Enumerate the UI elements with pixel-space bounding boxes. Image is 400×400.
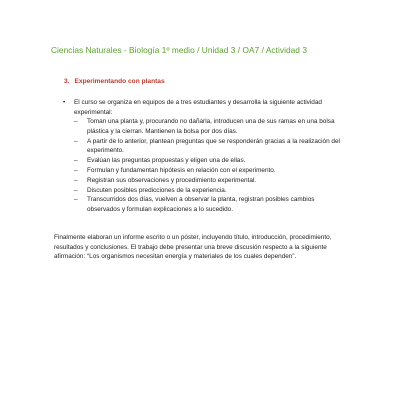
dash-marker: –: [74, 166, 78, 174]
dash-marker: –: [74, 137, 78, 145]
step-text: Transcurridos dos días, vuelven a observar la planta, registran posibles cambios observados y formulan explicaciones a lo sucedido.: [87, 196, 315, 214]
bullet-marker: •: [63, 99, 66, 106]
section-title-text: Experimentando con plantas: [74, 78, 165, 85]
dash-marker: –: [74, 196, 78, 204]
steps-list: [74, 117, 347, 215]
list-item: [74, 176, 347, 186]
step-text: Discuten posibles predicciones de la experiencia.: [87, 186, 227, 194]
dash-marker: –: [74, 118, 78, 125]
dash-marker: –: [74, 176, 78, 184]
step-text: A partir de lo anterior, plantean preguntas que se responderán gracias a la realización del experimento.: [87, 137, 340, 155]
step-text: Toman una planta y, procurando no dañarla, introducen una de sus ramas en una bolsa plástica y la cierran. Mantienen la bolsa por dos días.: [87, 118, 335, 135]
step-text: Formulan y fundamentan hipótesis en relación con el experimento.: [87, 166, 276, 174]
list-item: [74, 186, 347, 196]
list-item: [74, 166, 347, 176]
intro-text: El curso se organiza en equipos de a tres estudiantes y desarrolla la siguiente actividad experimental:: [74, 99, 322, 116]
step-text: Registran sus observaciones y procedimiento experimental.: [87, 176, 257, 184]
closing-paragraph: Finalmente elaboran un informe escrito o un póster, incluyendo título, introducción, procedimiento, resultados y conclusiones. El trabajo debe presentar una breve discusión respecto a la siguiente afirmación: “Los organismos necesitan energía y materiales de los cuales dependen”.: [54, 234, 332, 261]
section-number: 3.: [64, 78, 70, 85]
section-title: [64, 78, 165, 85]
step-text: Evalúan las preguntas propuestas y eligen una de ellas.: [87, 157, 246, 165]
breadcrumb: Ciencias Naturales - Biología 1º medio / Unidad 3 / OA7 / Actividad 3: [51, 45, 307, 55]
intro-paragraph: [63, 98, 344, 118]
list-item: [74, 195, 347, 215]
list-item: [74, 156, 347, 166]
dash-marker: –: [74, 157, 78, 165]
dash-marker: –: [74, 186, 78, 194]
list-item: [74, 117, 347, 137]
list-item: [74, 137, 347, 157]
